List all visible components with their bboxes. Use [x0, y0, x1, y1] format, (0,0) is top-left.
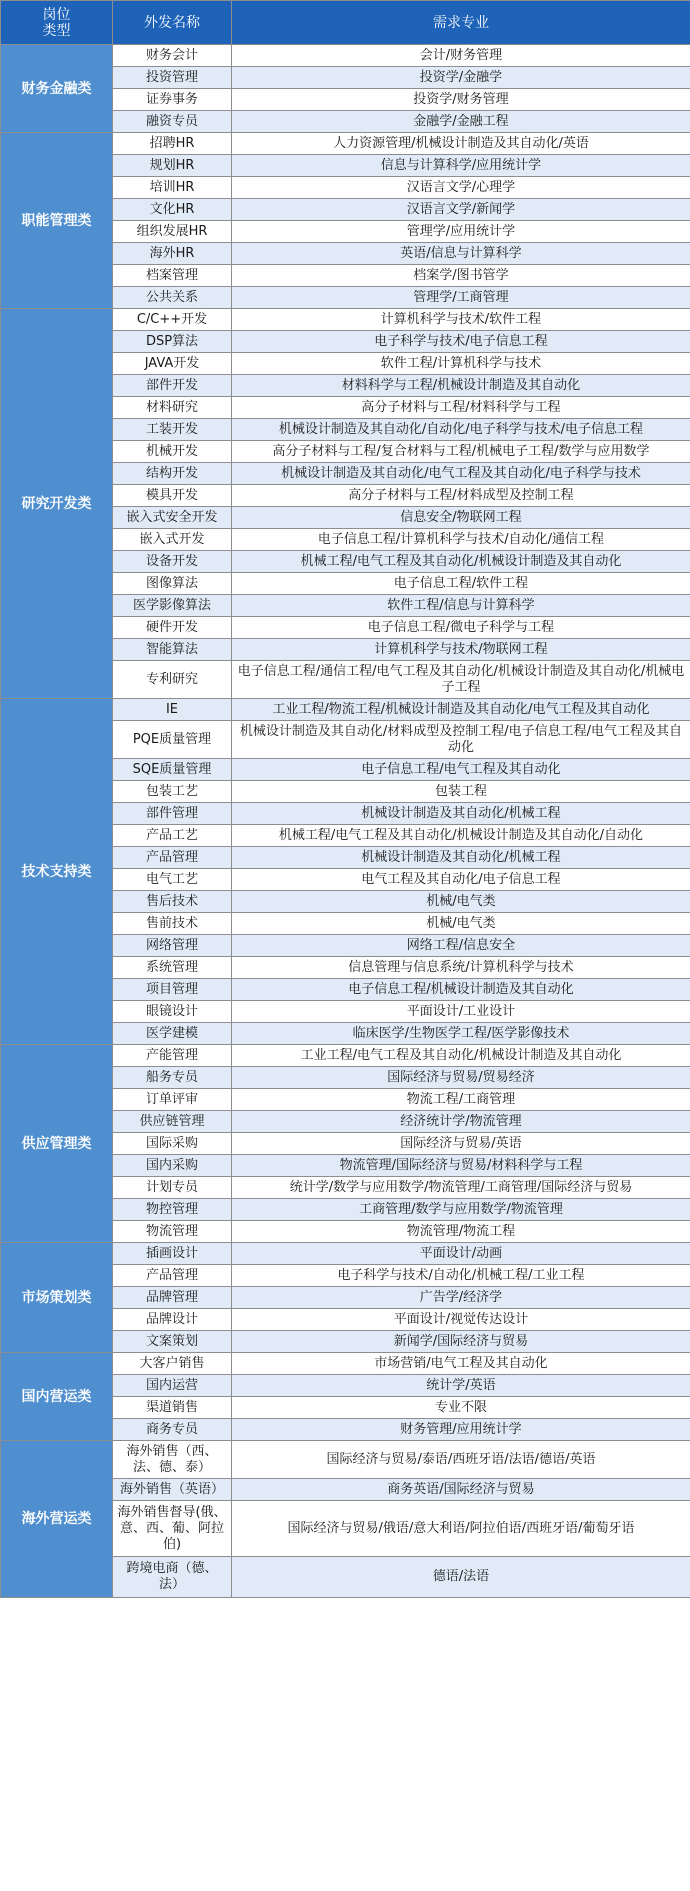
job-name-cell: PQE质量管理 [113, 721, 232, 759]
major-cell: 统计学/数学与应用数学/物流管理/工商管理/国际经济与贸易 [232, 1177, 690, 1199]
table-row [1, 1441, 690, 1479]
major-cell: 包装工程 [232, 781, 690, 803]
job-name-cell: C/C++开发 [113, 309, 232, 331]
major-cell: 机械/电气类 [232, 891, 690, 913]
major-cell: 统计学/英语 [232, 1375, 690, 1397]
job-name-cell: 电气工艺 [113, 869, 232, 891]
major-cell: 高分子材料与工程/材料科学与工程 [232, 397, 690, 419]
major-cell: 电子信息工程/软件工程 [232, 573, 690, 595]
major-cell: 经济统计学/物流管理 [232, 1111, 690, 1133]
major-cell: 汉语言文学/心理学 [232, 177, 690, 199]
job-name-cell: 包装工艺 [113, 781, 232, 803]
job-name-cell: 公共关系 [113, 287, 232, 309]
category-cell: 海外营运类 [1, 1441, 113, 1598]
major-cell: 机械/电气类 [232, 913, 690, 935]
major-cell: 平面设计/视觉传达设计 [232, 1309, 690, 1331]
category-cell: 职能管理类 [1, 133, 113, 309]
job-name-cell: 网络管理 [113, 935, 232, 957]
major-cell: 电子科学与技术/自动化/机械工程/工业工程 [232, 1265, 690, 1287]
major-cell: 电子信息工程/机械设计制造及其自动化 [232, 979, 690, 1001]
major-cell: 商务英语/国际经济与贸易 [232, 1479, 690, 1501]
job-name-cell: SQE质量管理 [113, 759, 232, 781]
major-cell: 工商管理/数学与应用数学/物流管理 [232, 1199, 690, 1221]
major-cell: 金融学/金融工程 [232, 111, 690, 133]
job-name-cell: 设备开发 [113, 551, 232, 573]
job-name-cell: 品牌管理 [113, 1287, 232, 1309]
major-cell: 会计/财务管理 [232, 45, 690, 67]
job-name-cell: 部件管理 [113, 803, 232, 825]
major-cell: 档案学/图书管学 [232, 265, 690, 287]
major-cell: 专业不限 [232, 1397, 690, 1419]
header-category-text: 岗位 类型 [42, 6, 71, 39]
job-name-cell: IE [113, 699, 232, 721]
major-cell: 高分子材料与工程/材料成型及控制工程 [232, 485, 690, 507]
major-cell: 软件工程/计算机科学与技术 [232, 353, 690, 375]
job-name-cell: 船务专员 [113, 1067, 232, 1089]
header-row [1, 1, 690, 45]
job-name-cell: 国际采购 [113, 1133, 232, 1155]
category-cell: 市场策划类 [1, 1243, 113, 1353]
major-cell: 投资学/金融学 [232, 67, 690, 89]
job-name-cell: 国内运营 [113, 1375, 232, 1397]
major-cell: 国际经济与贸易/泰语/西班牙语/法语/德语/英语 [232, 1441, 690, 1479]
major-cell: 平面设计/动画 [232, 1243, 690, 1265]
job-name-cell: 工装开发 [113, 419, 232, 441]
major-cell: 机械设计制造及其自动化/机械工程 [232, 847, 690, 869]
major-cell: 信息与计算科学/应用统计学 [232, 155, 690, 177]
major-cell: 物流管理/物流工程 [232, 1221, 690, 1243]
major-cell: 电子科学与技术/电子信息工程 [232, 331, 690, 353]
job-name-cell: JAVA开发 [113, 353, 232, 375]
major-cell: 电气工程及其自动化/电子信息工程 [232, 869, 690, 891]
table-row [1, 133, 690, 155]
category-cell: 技术支持类 [1, 699, 113, 1045]
job-name-cell: 海外销售（英语） [113, 1479, 232, 1501]
job-name-cell: 医学建模 [113, 1023, 232, 1045]
job-name-cell: DSP算法 [113, 331, 232, 353]
job-name-cell: 文案策划 [113, 1331, 232, 1353]
header-major: 需求专业 [232, 1, 690, 45]
job-name-cell: 海外HR [113, 243, 232, 265]
major-cell: 计算机科学与技术/软件工程 [232, 309, 690, 331]
job-name-cell: 文化HR [113, 199, 232, 221]
table-body [1, 45, 690, 1598]
job-name-cell: 产品管理 [113, 1265, 232, 1287]
major-cell: 信息安全/物联网工程 [232, 507, 690, 529]
job-name-cell: 物流管理 [113, 1221, 232, 1243]
major-cell: 网络工程/信息安全 [232, 935, 690, 957]
job-name-cell: 专利研究 [113, 661, 232, 699]
major-cell: 机械工程/电气工程及其自动化/机械设计制造及其自动化/自动化 [232, 825, 690, 847]
major-cell: 德语/法语 [232, 1557, 690, 1598]
table-row [1, 309, 690, 331]
job-name-cell: 模具开发 [113, 485, 232, 507]
category-cell: 国内营运类 [1, 1353, 113, 1441]
job-name-cell: 项目管理 [113, 979, 232, 1001]
job-name-cell: 计划专员 [113, 1177, 232, 1199]
job-name-cell: 机械开发 [113, 441, 232, 463]
job-name-cell: 跨境电商（德、法） [113, 1557, 232, 1598]
major-cell: 高分子材料与工程/复合材料与工程/机械电子工程/数学与应用数学 [232, 441, 690, 463]
job-name-cell: 产品管理 [113, 847, 232, 869]
job-name-cell: 财务会计 [113, 45, 232, 67]
job-name-cell: 海外销售（西、法、德、泰） [113, 1441, 232, 1479]
job-name-cell: 结构开发 [113, 463, 232, 485]
job-name-cell: 部件开发 [113, 375, 232, 397]
table-row [1, 45, 690, 67]
major-cell: 管理学/应用统计学 [232, 221, 690, 243]
job-name-cell: 系统管理 [113, 957, 232, 979]
major-cell: 电子信息工程/电气工程及其自动化 [232, 759, 690, 781]
table-row [1, 1243, 690, 1265]
major-cell: 临床医学/生物医学工程/医学影像技术 [232, 1023, 690, 1045]
job-name-cell: 国内采购 [113, 1155, 232, 1177]
job-name-cell: 组织发展HR [113, 221, 232, 243]
major-cell: 计算机科学与技术/物联网工程 [232, 639, 690, 661]
major-cell: 工业工程/电气工程及其自动化/机械设计制造及其自动化 [232, 1045, 690, 1067]
major-cell: 新闻学/国际经济与贸易 [232, 1331, 690, 1353]
job-name-cell: 渠道销售 [113, 1397, 232, 1419]
major-cell: 工业工程/物流工程/机械设计制造及其自动化/电气工程及其自动化 [232, 699, 690, 721]
major-cell: 物流管理/国际经济与贸易/材料科学与工程 [232, 1155, 690, 1177]
major-cell: 平面设计/工业设计 [232, 1001, 690, 1023]
major-cell: 国际经济与贸易/英语 [232, 1133, 690, 1155]
job-name-cell: 硬件开发 [113, 617, 232, 639]
major-cell: 信息管理与信息系统/计算机科学与技术 [232, 957, 690, 979]
major-cell: 投资学/财务管理 [232, 89, 690, 111]
header-category [1, 1, 113, 45]
job-name-cell: 嵌入式安全开发 [113, 507, 232, 529]
major-cell: 电子信息工程/微电子科学与工程 [232, 617, 690, 639]
major-cell: 机械设计制造及其自动化/机械工程 [232, 803, 690, 825]
job-name-cell: 供应链管理 [113, 1111, 232, 1133]
job-name-cell: 产能管理 [113, 1045, 232, 1067]
major-cell: 国际经济与贸易/贸易经济 [232, 1067, 690, 1089]
major-cell: 人力资源管理/机械设计制造及其自动化/英语 [232, 133, 690, 155]
major-cell: 物流工程/工商管理 [232, 1089, 690, 1111]
major-cell: 财务管理/应用统计学 [232, 1419, 690, 1441]
major-cell: 市场营销/电气工程及其自动化 [232, 1353, 690, 1375]
category-cell: 供应管理类 [1, 1045, 113, 1243]
job-name-cell: 物控管理 [113, 1199, 232, 1221]
table-row [1, 699, 690, 721]
major-cell: 软件工程/信息与计算科学 [232, 595, 690, 617]
job-name-cell: 招聘HR [113, 133, 232, 155]
category-cell: 研究开发类 [1, 309, 113, 699]
job-name-cell: 嵌入式开发 [113, 529, 232, 551]
job-name-cell: 智能算法 [113, 639, 232, 661]
major-cell: 电子信息工程/通信工程/电气工程及其自动化/机械设计制造及其自动化/机械电子工程 [232, 661, 690, 699]
job-name-cell: 售后技术 [113, 891, 232, 913]
major-cell: 国际经济与贸易/俄语/意大利语/阿拉伯语/西班牙语/葡萄牙语 [232, 1501, 690, 1557]
job-name-cell: 培训HR [113, 177, 232, 199]
job-name-cell: 医学影像算法 [113, 595, 232, 617]
job-name-cell: 产品工艺 [113, 825, 232, 847]
major-cell: 广告学/经济学 [232, 1287, 690, 1309]
job-name-cell: 投资管理 [113, 67, 232, 89]
header-job: 外发名称 [113, 1, 232, 45]
category-cell: 财务金融类 [1, 45, 113, 133]
major-cell: 机械设计制造及其自动化/自动化/电子科学与技术/电子信息工程 [232, 419, 690, 441]
job-name-cell: 大客户销售 [113, 1353, 232, 1375]
job-name-cell: 眼镜设计 [113, 1001, 232, 1023]
job-name-cell: 证券事务 [113, 89, 232, 111]
job-name-cell: 图像算法 [113, 573, 232, 595]
job-name-cell: 规划HR [113, 155, 232, 177]
major-cell: 英语/信息与计算科学 [232, 243, 690, 265]
job-name-cell: 商务专员 [113, 1419, 232, 1441]
major-cell: 机械设计制造及其自动化/电气工程及其自动化/电子科学与技术 [232, 463, 690, 485]
major-cell: 电子信息工程/计算机科学与技术/自动化/通信工程 [232, 529, 690, 551]
job-name-cell: 档案管理 [113, 265, 232, 287]
job-name-cell: 海外销售督导(俄、意、西、葡、阿拉伯) [113, 1501, 232, 1557]
major-cell: 机械设计制造及其自动化/材料成型及控制工程/电子信息工程/电气工程及其自动化 [232, 721, 690, 759]
job-name-cell: 融资专员 [113, 111, 232, 133]
table-row [1, 1045, 690, 1067]
job-name-cell: 材料研究 [113, 397, 232, 419]
job-name-cell: 售前技术 [113, 913, 232, 935]
job-name-cell: 订单评审 [113, 1089, 232, 1111]
table-row [1, 1353, 690, 1375]
major-cell: 管理学/工商管理 [232, 287, 690, 309]
job-name-cell: 品牌设计 [113, 1309, 232, 1331]
major-cell: 汉语言文学/新闻学 [232, 199, 690, 221]
major-cell: 机械工程/电气工程及其自动化/机械设计制造及其自动化 [232, 551, 690, 573]
job-name-cell: 插画设计 [113, 1243, 232, 1265]
major-cell: 材料科学与工程/机械设计制造及其自动化 [232, 375, 690, 397]
